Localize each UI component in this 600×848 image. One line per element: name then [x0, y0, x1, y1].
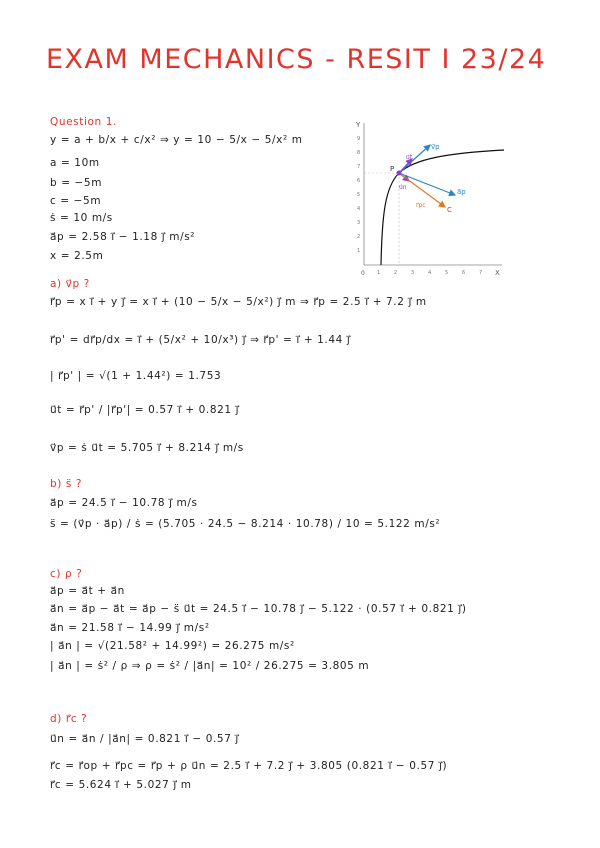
- y-tick: 7: [357, 164, 361, 170]
- part-b-line: s̈ = (v⃗p · a⃗p) / ṡ = (5.705 · 24.5 − 8.214 · 10.78) / 10 = 5.122 m/s²: [50, 518, 441, 530]
- part-c-heading: c) ρ ?: [50, 568, 83, 580]
- rpc-label: r⃗pc: [416, 202, 426, 209]
- normal-label: u⃗n: [399, 184, 407, 191]
- point-p-label: P: [390, 165, 395, 173]
- x-tick: 5: [445, 270, 449, 276]
- part-c-line: a⃗n = a⃗p − a⃗t = a⃗p − s̈ u⃗t = 24.5 i⃗ − 10.78 j⃗ − 5.122 · (0.57 i⃗ + 0.821 j⃗): [50, 603, 467, 615]
- acceleration-vector: [399, 173, 455, 195]
- page-title: EXAM MECHANICS - RESIT I 23/24: [46, 44, 547, 75]
- velocity-label: v⃗p: [431, 143, 440, 151]
- acceleration-label: a⃗p: [457, 188, 466, 196]
- part-d-line: r⃗c = 5.624 i⃗ + 5.027 j⃗ m: [50, 779, 192, 791]
- x-tick: 1: [377, 270, 381, 276]
- part-d-line: u⃗n = a⃗n / |a⃗n| = 0.821 i⃗ − 0.57 j⃗: [50, 733, 239, 745]
- y-tick: 3: [357, 220, 361, 226]
- part-d-line: r⃗c = r⃗op + r⃗pc = r⃗p + ρ u⃗n = 2.5 i⃗ + 7.2 j⃗ + 3.805 (0.821 i⃗ − 0.57 j⃗): [50, 760, 448, 772]
- part-a-line: r⃗p = x i⃗ + y j⃗ = x i⃗ + (10 − 5/x − 5/x²) j⃗ m ⇒ r⃗p = 2.5 i⃗ + 7.2 j⃗ m: [50, 296, 427, 308]
- given-a: a = 10m: [50, 157, 100, 169]
- part-a-line: r⃗p' = dr⃗p/dx = i⃗ + (5/x² + 10/x³) j⃗ ⇒ r⃗p' = i⃗ + 1.44 j⃗: [50, 334, 351, 346]
- x-tick: 2: [394, 270, 398, 276]
- y-tick: 2: [357, 234, 361, 240]
- part-c-line: | a⃗n | = √(21.58² + 14.99²) = 26.275 m/s²: [50, 640, 295, 652]
- part-d-heading: d) r⃗c ?: [50, 713, 88, 725]
- part-c-line: a⃗p = a⃗t + a⃗n: [50, 585, 125, 597]
- given-c: c = −5m: [50, 195, 102, 207]
- point-p: [397, 171, 402, 176]
- center-c-label: C: [447, 206, 452, 214]
- given-ap: a⃗p = 2.58 i⃗ − 1.18 j⃗ m/s²: [50, 231, 196, 243]
- x-axis-label: X: [495, 269, 500, 277]
- y-tick: 8: [357, 150, 361, 156]
- given-b: b = −5m: [50, 177, 103, 189]
- y-axis-label: Y: [356, 121, 361, 129]
- trajectory-curve: [381, 150, 504, 265]
- y-tick: 1: [357, 248, 361, 254]
- origin-label: 0: [361, 270, 365, 277]
- given-x: x = 2.5m: [50, 250, 104, 262]
- part-c-line: | a⃗n | = ṡ² / ρ ⇒ ρ = ṡ² / |a⃗n| = 10² / 26.275 = 3.805 m: [50, 660, 370, 672]
- part-a-heading: a) v⃗p ?: [50, 278, 90, 290]
- part-a-line: u⃗t = r⃗p' / |r⃗p'| = 0.57 i⃗ + 0.821 j⃗: [50, 404, 240, 416]
- y-tick: 5: [357, 192, 361, 198]
- y-tick: 9: [357, 136, 361, 142]
- part-a-line: v⃗p = ṡ u⃗t = 5.705 i⃗ + 8.214 j⃗ m/s: [50, 442, 244, 454]
- curve-plot: [352, 115, 514, 285]
- y-ticks: [357, 136, 360, 254]
- given-equation: y = a + b/x + c/x² ⇒ y = 10 − 5/x − 5/x² m: [50, 134, 303, 146]
- part-b-heading: b) s̈ ?: [50, 478, 83, 490]
- x-tick: 4: [428, 270, 432, 276]
- x-tick: 7: [479, 270, 483, 276]
- part-c-line: a⃗n = 21.58 i⃗ − 14.99 j⃗ m/s²: [50, 622, 210, 634]
- x-tick: 3: [411, 270, 415, 276]
- y-tick: 4: [357, 206, 361, 212]
- part-b-line: a⃗p = 24.5 i⃗ − 10.78 j⃗ m/s: [50, 497, 198, 509]
- x-tick: 6: [462, 270, 466, 276]
- y-tick: 6: [357, 178, 361, 184]
- tangent-label: u⃗t: [406, 154, 413, 161]
- question-heading: Question 1.: [50, 116, 117, 128]
- part-a-line: | r⃗p' | = √(1 + 1.44²) = 1.753: [50, 370, 222, 382]
- x-ticks: [377, 270, 482, 276]
- given-sdot: ṡ = 10 m/s: [50, 212, 113, 224]
